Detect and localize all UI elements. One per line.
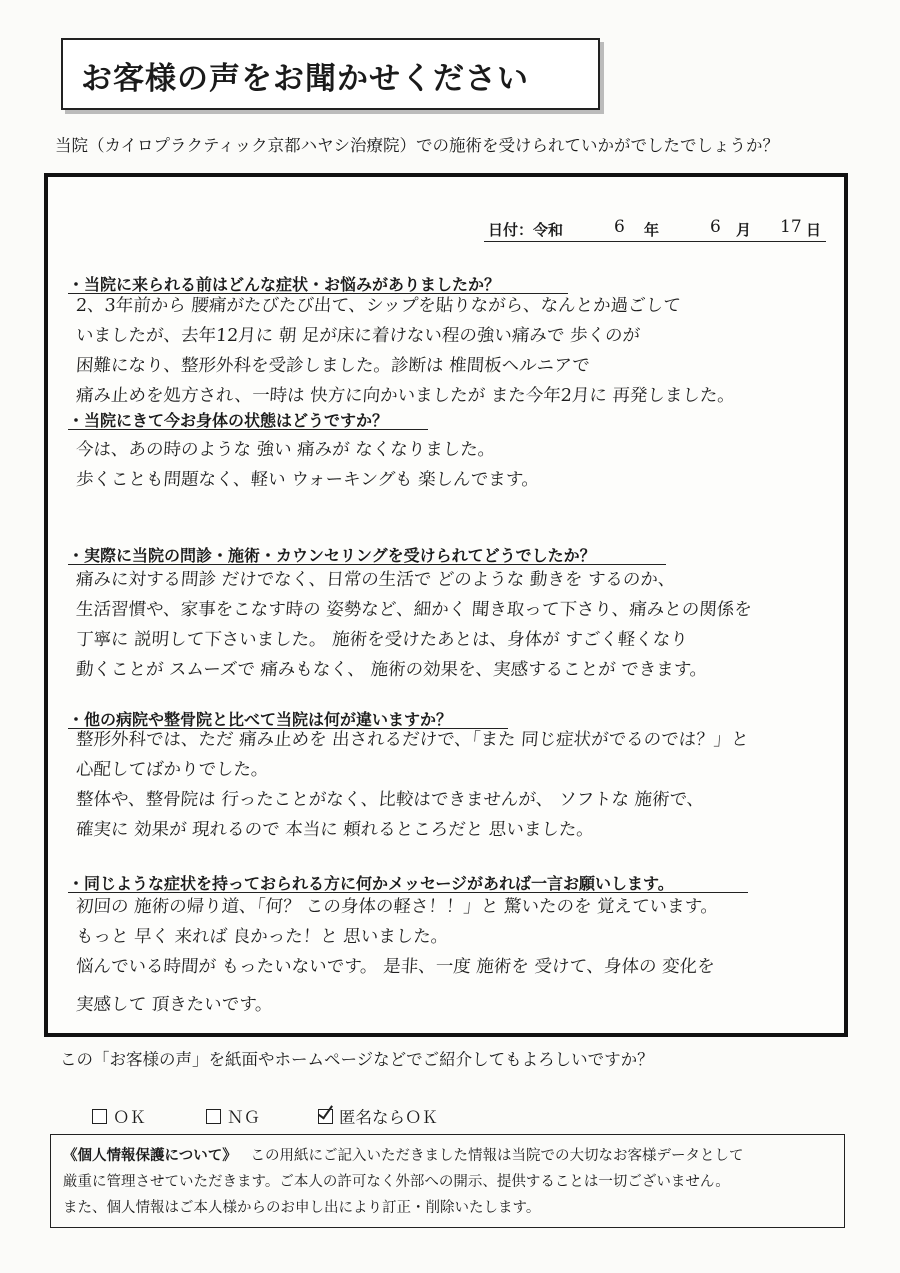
date-month-unit: 月	[736, 221, 752, 239]
answer-current-state	[76, 435, 816, 495]
title-box	[61, 38, 600, 110]
option-label: ＮＧ	[227, 1108, 260, 1127]
answer-line: 確実に 効果が 現れるので 本当に 頼れるところだと 思いました。	[75, 820, 595, 840]
answer-line: 整体や、整骨院は 行ったことがなく、比較はできませんが、 ソフトな 施術で、	[75, 790, 705, 810]
date-day-unit: 日	[806, 221, 822, 239]
consent-question: この「お客様の声」を紙面やホームページなどでご紹介してもよろしいですか？	[60, 1050, 654, 1069]
answer-line: 痛み止めを処方され、一時は 快方に向かいましたが また今年2月に 再発しました。	[75, 386, 736, 406]
answer-line: 歩くことも問題なく、軽い ウォーキングも 楽しんでます。	[75, 470, 540, 490]
answer-line: 痛みに対する問診 だけでなく、日常の生活で どのような 動きを するのか、	[75, 570, 677, 590]
date-month: 6	[710, 217, 721, 237]
checkbox-icon[interactable]	[206, 1109, 221, 1124]
privacy-heading: 《個人情報保護について》	[63, 1148, 237, 1164]
answer-difference	[76, 725, 816, 845]
question-symptoms: ・当院に来られる前はどんな症状・お悩みがありましたか？	[68, 275, 501, 294]
privacy-notice	[50, 1134, 845, 1228]
answer-line: 悩んでいる時間が もったいないです。 是非、一度 施術を 受けて、身体の 変化を	[75, 957, 716, 977]
answer-line: 動くことが スムーズで 痛みもなく、 施術の効果を、実感することが できます。	[75, 660, 708, 680]
page-title: お客様の声をお聞かせください	[81, 61, 529, 97]
answer-line: 初回の 施術の帰り道、「何？ この身体の軽さ！！」と 驚いたのを 覚えています。	[75, 897, 719, 917]
date-label: 日付：令和	[488, 221, 564, 239]
answer-symptoms	[76, 291, 816, 411]
answer-line: 心配してばかりでした。	[75, 760, 270, 780]
intro-text: 当院（カイロプラクティック京都ハヤシ治療院）での施術を受けられていかがでしたでしょうか？	[55, 136, 780, 155]
answer-line: 丁寧に 説明して下さいました。 施術を受けたあとは、身体が すごく軽くなり	[75, 630, 689, 650]
option-ok[interactable]	[92, 1104, 146, 1128]
option-anonymous-ok[interactable]	[318, 1104, 438, 1128]
privacy-line: この用紙にご記入いただきました情報は当院での大切なお客様データとして	[250, 1148, 744, 1164]
answer-line: 2、3年前から 腰痛がたびたび出て、シップを貼りながら、なんとか過ごして	[75, 296, 682, 316]
date-year-unit: 年	[644, 221, 660, 239]
answer-line: もっと 早く 来れば 良かった！と 思いました。	[75, 927, 449, 947]
checkbox-icon[interactable]	[92, 1109, 107, 1124]
option-label: ＯＫ	[113, 1108, 146, 1127]
date-year: 6	[614, 217, 625, 237]
answer-line: 整形外科では、ただ 痛み止めを 出されるだけで、「また 同じ症状がでるのでは？」と	[75, 730, 750, 750]
answer-message	[76, 892, 816, 1020]
date-row	[484, 217, 826, 242]
survey-form	[44, 173, 848, 1037]
answer-line: 生活習慣や、家事をこなす時の 姿勢など、細かく 聞き取って下さり、痛みとの関係を	[75, 600, 753, 620]
option-label: 匿名ならＯＫ	[339, 1108, 438, 1127]
question-difference: ・他の病院や整骨院と比べて当院は何が違いますか？	[68, 710, 453, 729]
option-ng[interactable]	[206, 1104, 260, 1128]
privacy-line: 厳重に管理させていただきます。ご本人の許可なく外部への開示、提供することは一切ございません。	[63, 1174, 730, 1190]
question-current-state: ・当院にきて今お身体の状態はどうですか？	[68, 411, 389, 430]
answer-experience	[76, 565, 816, 685]
question-experience: ・実際に当院の問診・施術・カウンセリングを受けられてどうでしたか？	[68, 546, 596, 565]
answer-line: いましたが、去年12月に 朝 足が床に着けない程の強い痛みで 歩くのが	[75, 326, 641, 346]
question-underline	[68, 429, 428, 430]
answer-line: 困難になり、整形外科を受診しました。診断は 椎間板ヘルニアで	[75, 356, 591, 376]
answer-line: 今は、あの時のような 強い 痛みが なくなりました。	[75, 440, 496, 460]
answer-line: 実感して 頂きたいです。	[75, 995, 274, 1015]
privacy-line: また、個人情報はご本人様からのお申し出により訂正・削除いたします。	[63, 1200, 541, 1216]
checkbox-checked-icon[interactable]	[318, 1109, 333, 1124]
question-message: ・同じような症状を持っておられる方に何かメッセージがあれば一言お願いします。	[68, 874, 674, 893]
date-day: 17	[780, 217, 802, 237]
